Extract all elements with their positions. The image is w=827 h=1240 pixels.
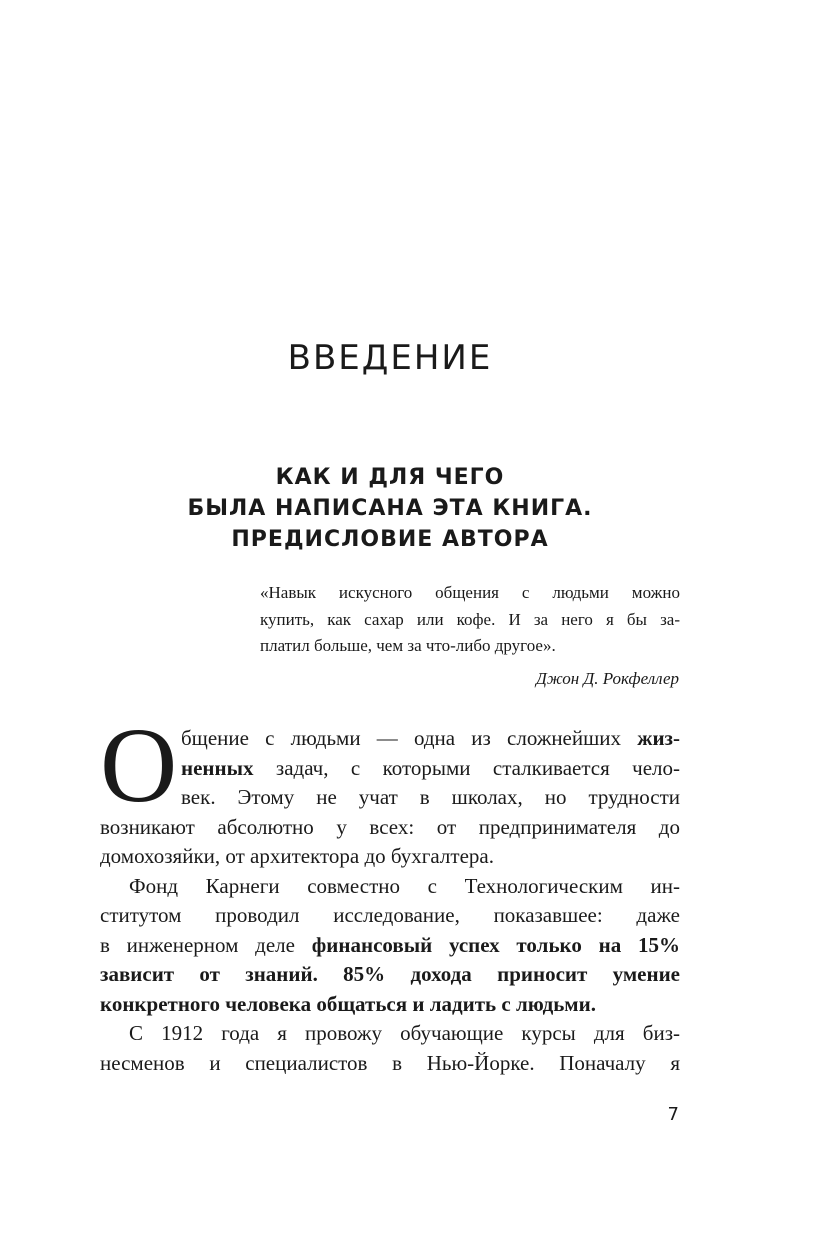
text-line: С 1912 года я провожу обучающие курсы для биз- <box>129 1021 680 1045</box>
text-line: век. Этому не учат в школах, но трудности <box>181 785 680 809</box>
epigraph-line: «Навык искусного общения с людьми можно <box>260 583 680 602</box>
paragraph-2 <box>100 872 680 1020</box>
body-text <box>100 707 680 1078</box>
text-span: бщение с людьми — одна из сложнейших <box>181 726 638 750</box>
epigraph-line: платил больше, чем за что-либо другое». <box>260 636 556 655</box>
bold-text: жиз- <box>637 726 680 750</box>
epigraph-quote <box>260 580 680 660</box>
text-line: ститутом проводил исследование, показавшее: даже <box>100 903 680 927</box>
bold-text: финансовый успех только на 15% <box>311 932 680 957</box>
text-span: в инженерном деле <box>100 932 312 957</box>
bold-text: конкретного человека общаться и ладить с людьми. <box>100 991 596 1016</box>
text-line: домохозяйки, от архитектора до бухгалтера. <box>100 844 494 868</box>
text-line: возникают абсолютно у всех: от предпринимателя до <box>100 814 680 839</box>
section-title-line: КАК И ДЛЯ ЧЕГО <box>275 465 505 490</box>
paragraph-1 <box>100 707 680 872</box>
section-title <box>0 462 780 555</box>
paragraph-3 <box>100 1019 680 1078</box>
section-title-line: БЫЛА НАПИСАНА ЭТА КНИГА. <box>187 496 593 521</box>
bold-text: зависит от знаний. 85% дохода приносит умение <box>100 962 680 986</box>
chapter-title: ВВЕДЕНИЕ <box>287 338 493 378</box>
text-span: задач, с которыми сталкивается чело- <box>253 755 680 780</box>
text-line: Фонд Карнеги совместно с Технологическим ин- <box>129 873 680 898</box>
text-line <box>100 990 680 1020</box>
drop-cap: О <box>100 707 178 825</box>
text-line <box>100 931 680 961</box>
text-line <box>100 754 680 784</box>
epigraph-line: купить, как сахар или кофе. И за него я бы за- <box>260 609 680 629</box>
epigraph-attribution: Джон Д. Рокфеллер <box>536 669 679 688</box>
bold-text: ненных <box>181 755 254 780</box>
text-line: несменов и специалистов в Нью-Йорке. Поначалу я <box>100 1050 680 1075</box>
section-title-line: ПРЕДИСЛОВИЕ АВТОРА <box>231 527 549 552</box>
text-line <box>100 724 680 754</box>
text-line <box>100 960 680 990</box>
page-number: 7 <box>667 1104 679 1125</box>
